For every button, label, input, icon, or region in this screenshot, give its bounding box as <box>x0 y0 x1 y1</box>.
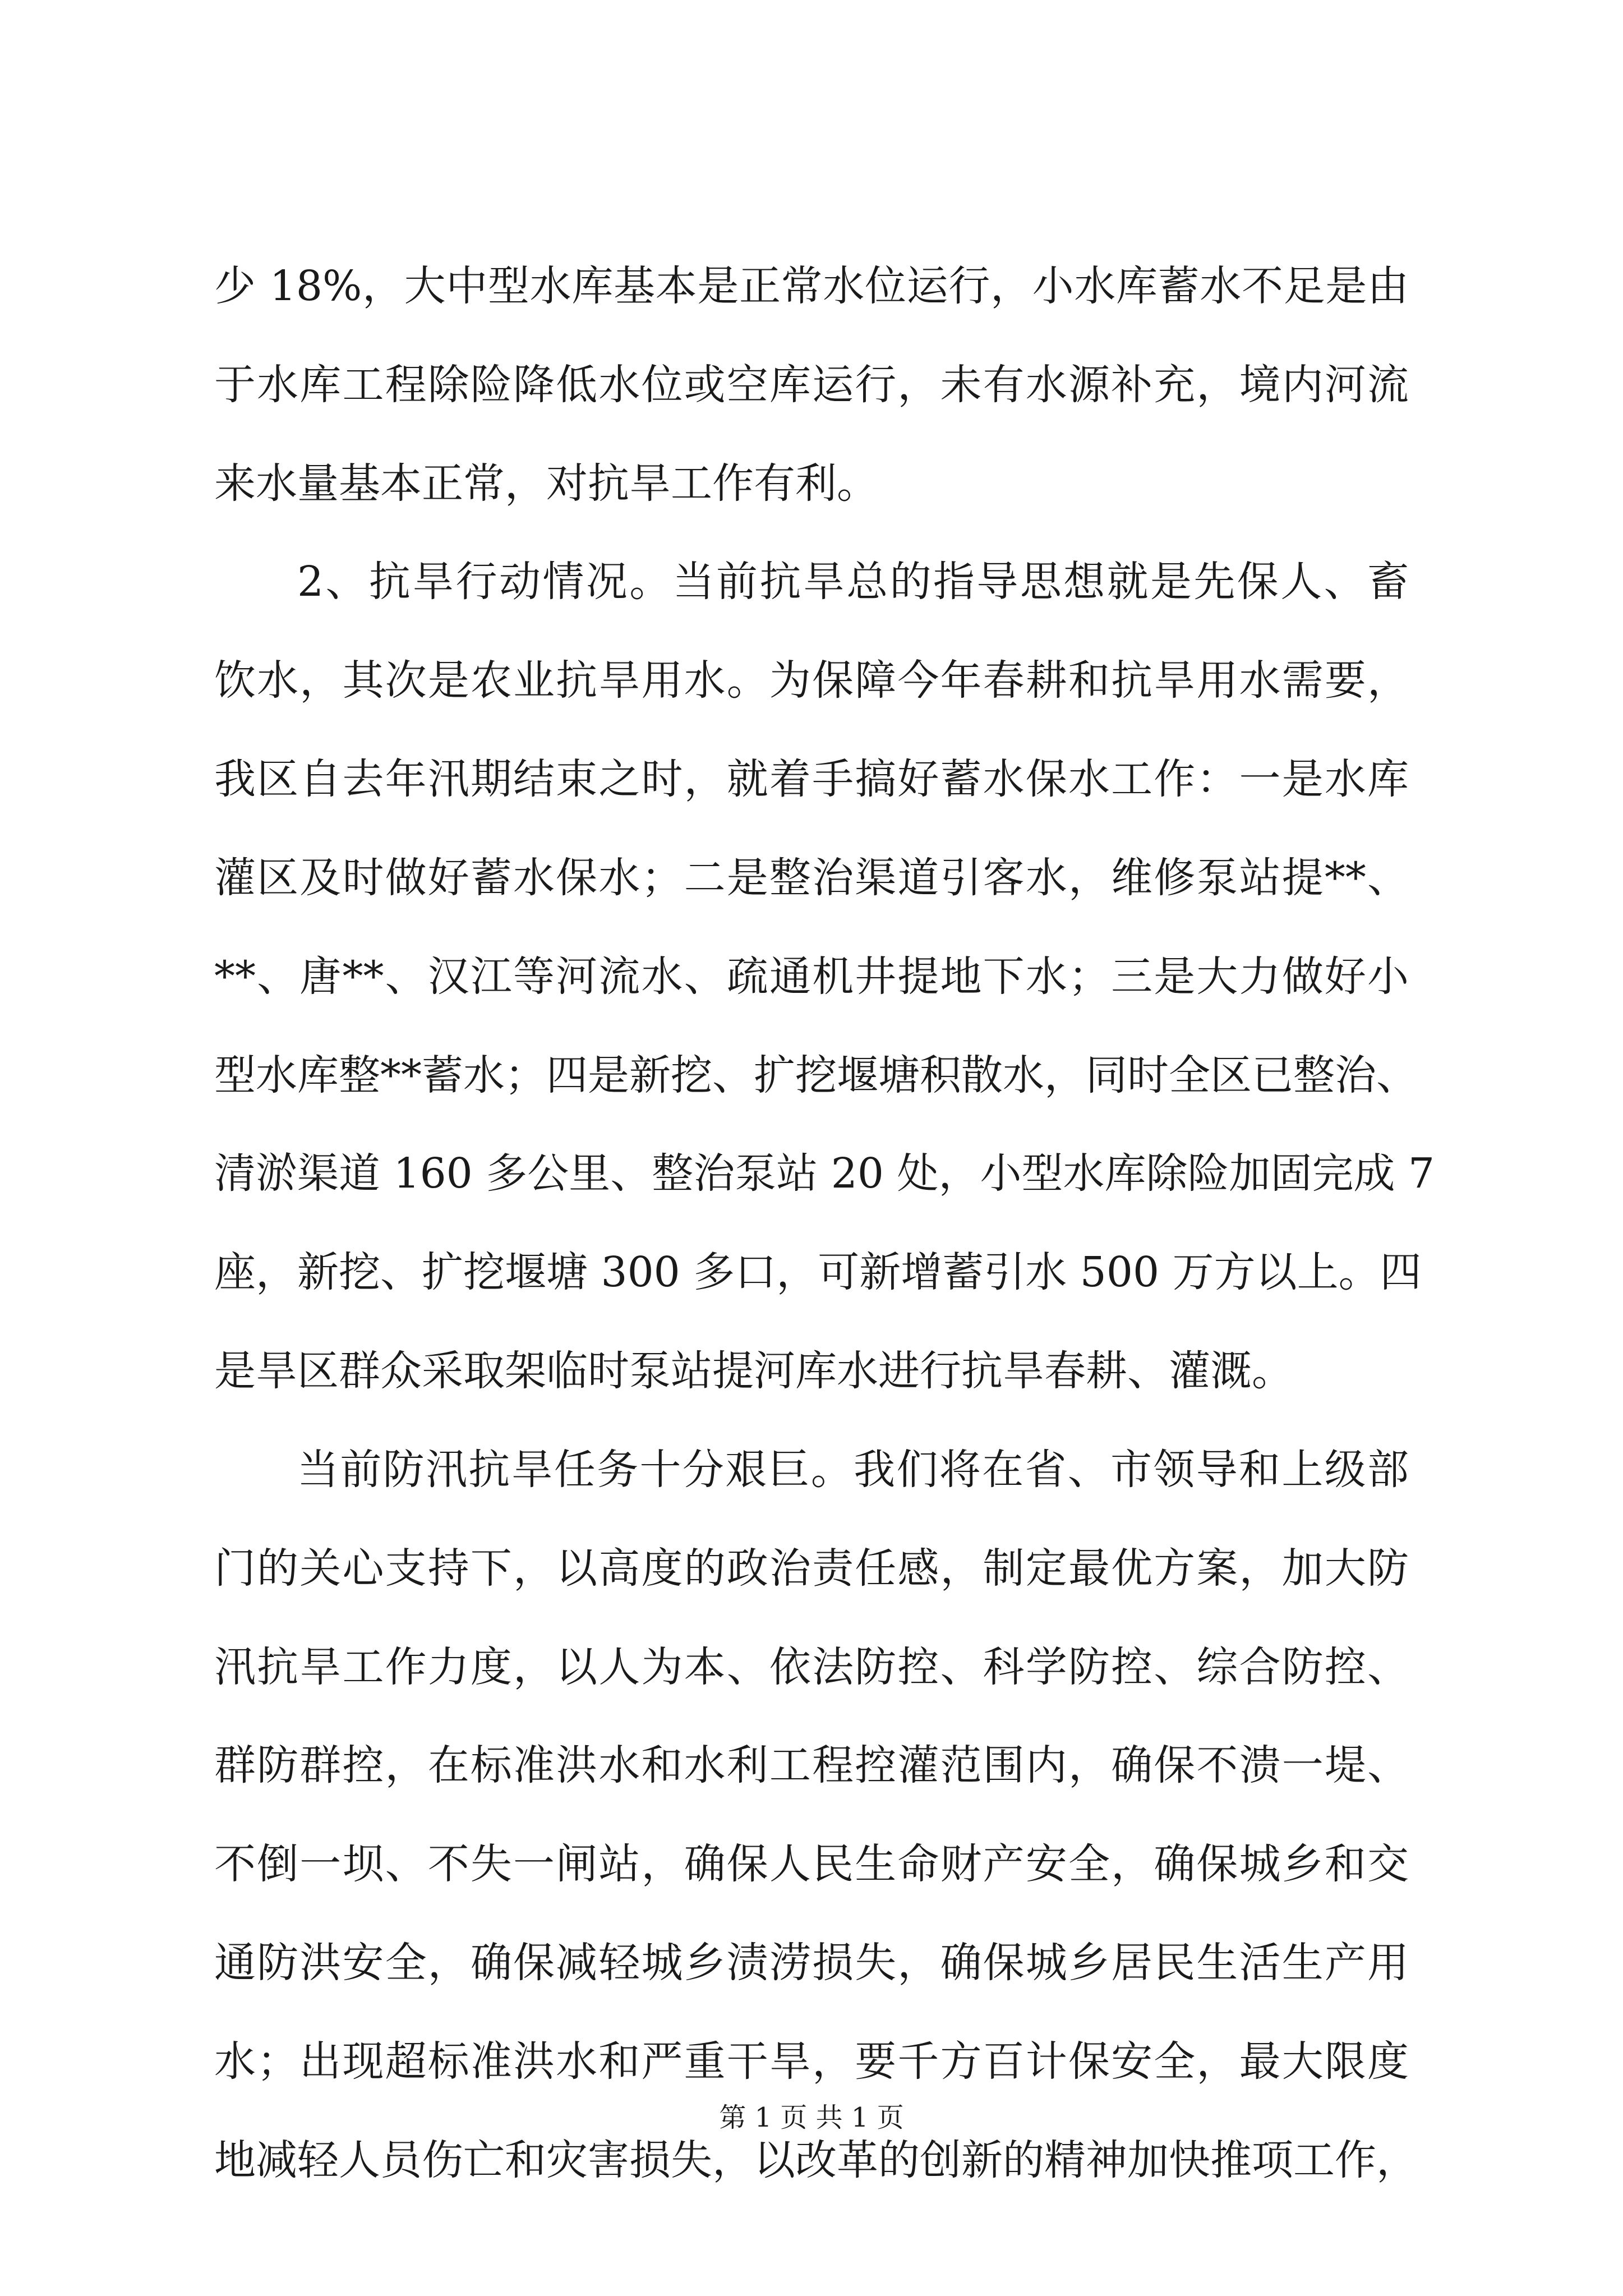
text-line: 不倒一坝、不失一闸站，确保人民生命财产安全，确保城乡和交 <box>214 1840 1409 1888</box>
page-number-footer: 第 1 页 共 1 页 <box>719 2102 904 2133</box>
text-line: 是旱区群众采取架临时泵站提河库水进行抗旱春耕、灌溉。 <box>214 1347 1293 1395</box>
text-line: 水；出现超标准洪水和严重干旱，要千方百计保安全，最大限度 <box>214 2037 1409 2086</box>
text-line: 来水量基本正常，对抗旱工作有利。 <box>214 459 878 508</box>
text-line: 通防洪安全，确保减轻城乡渍涝损失，确保城乡居民生活生产用 <box>214 1939 1409 1987</box>
text-line: 我区自去年汛期结束之时，就着手搞好蓄水保水工作：一是水库 <box>214 755 1409 803</box>
text-line: 地减轻人员伤亡和灾害损失，以改革的创新的精神加快推项工作， <box>214 2136 1418 2184</box>
text-line: 灌区及时做好蓄水保水；二是整治渠道引客水，维修泵站提**、 <box>214 854 1409 902</box>
text-line: 型水库整**蓄水；四是新挖、扩挖堰塘积散水，同时全区已整治、 <box>214 1051 1418 1099</box>
text-line: 饮水，其次是农业抗旱用水。为保障今年春耕和抗旱用水需要， <box>214 656 1409 705</box>
paragraph-start-line: 2、抗旱行动情况。当前抗旱总的指导思想就是先保人、畜 <box>297 558 1409 606</box>
text-line: 汛抗旱工作力度，以人为本、依法防控、科学防控、综合防控、 <box>214 1643 1409 1691</box>
text-line: **、唐**、汉江等河流水、疏通机井提地下水；三是大力做好小 <box>214 953 1409 1001</box>
text-line: 门的关心支持下，以高度的政治责任感，制定最优方案，加大防 <box>214 1544 1409 1593</box>
text-line: 少 18%，大中型水库基本是正常水位运行，小水库蓄水不足是由 <box>214 262 1409 310</box>
text-line: 座，新挖、扩挖堰塘 300 多口，可新增蓄引水 500 万方以上。四 <box>214 1248 1422 1296</box>
text-line: 清淤渠道 160 多公里、整治泵站 20 处，小型水库除险加固完成 7 <box>214 1149 1435 1198</box>
text-line: 于水库工程除险降低水位或空库运行，未有水源补充，境内河流 <box>214 361 1409 409</box>
text-line: 群防群控，在标准洪水和水利工程控灌范围内，确保不溃一堤、 <box>214 1741 1409 1789</box>
paragraph-start-line: 当前防汛抗旱任务十分艰巨。我们将在省、市领导和上级部 <box>297 1446 1409 1494</box>
